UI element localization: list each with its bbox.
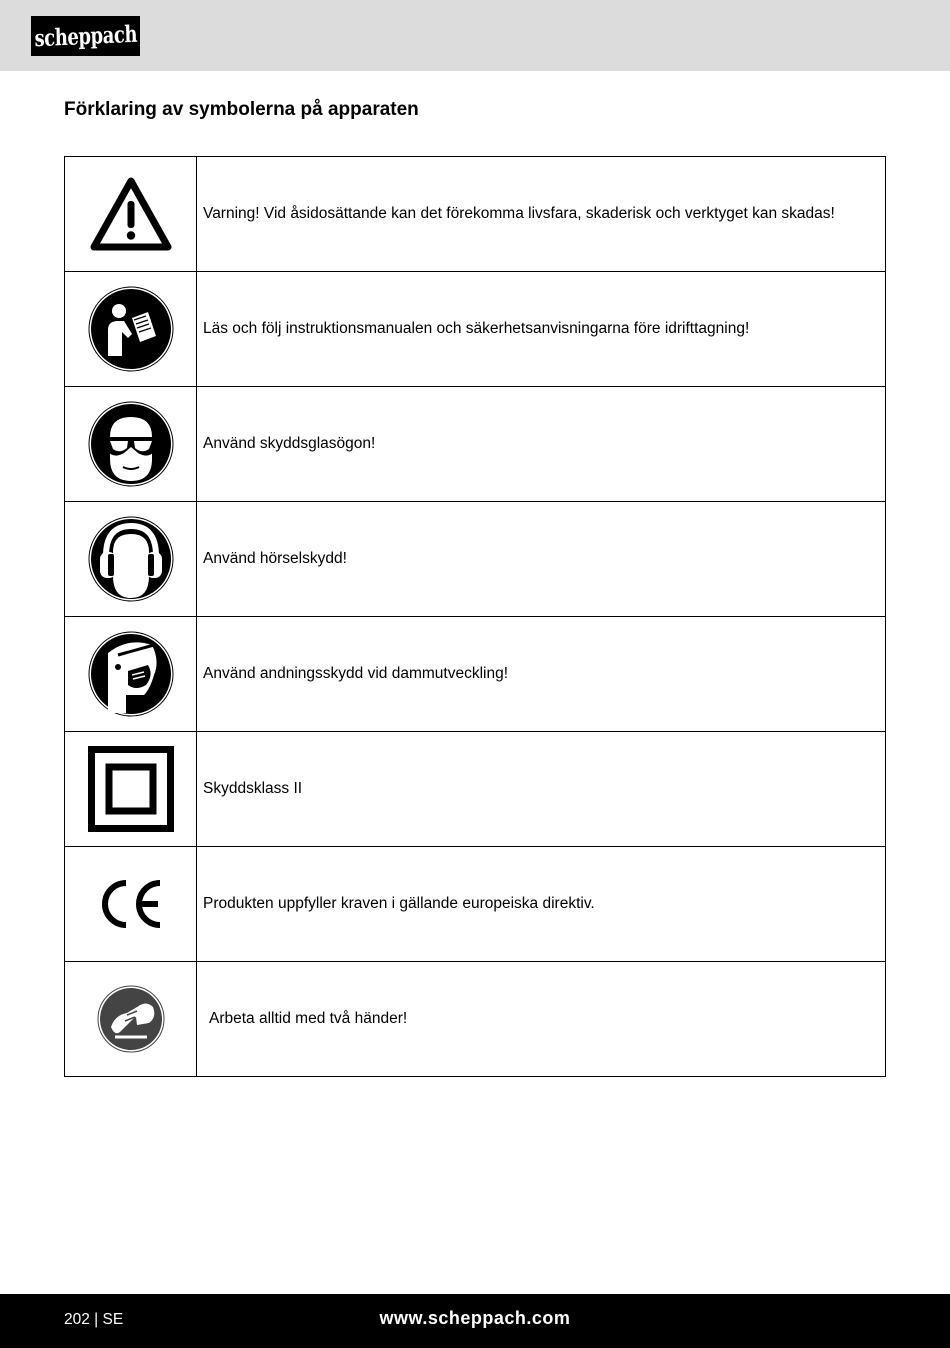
website-url: www.scheppach.com (379, 1308, 571, 1328)
page-header (0, 0, 950, 71)
symbol-cell (65, 617, 197, 732)
table-row (65, 847, 886, 962)
table-row (65, 387, 886, 502)
symbol-description: Använd skyddsglasögon! (197, 387, 886, 502)
safety-goggles-icon (88, 401, 174, 487)
two-hands-icon (97, 985, 165, 1053)
warning-triangle-icon (90, 177, 172, 251)
symbols-table (64, 156, 886, 1077)
symbol-description: Läs och följ instruktionsmanualen och säkerhetsanvisningarna före idrifttagning! (197, 272, 886, 387)
symbol-cell (65, 732, 197, 847)
symbol-description: Använd hörselskydd! (197, 502, 886, 617)
table-row (65, 502, 886, 617)
page-title: Förklaring av symbolerna på apparaten (64, 99, 419, 120)
table-row (65, 962, 886, 1077)
protection-class-ii-icon (88, 746, 174, 832)
symbol-cell (65, 962, 197, 1077)
page-number: 202 (64, 1311, 90, 1328)
symbol-description: Arbeta alltid med två händer! (197, 962, 886, 1077)
symbol-cell (65, 847, 197, 962)
ear-protection-icon (88, 516, 174, 602)
symbol-description: Skyddsklass II (197, 732, 886, 847)
table-row (65, 157, 886, 272)
symbol-description: Använd andningsskydd vid dammutveckling! (197, 617, 886, 732)
symbol-cell (65, 502, 197, 617)
symbol-cell (65, 272, 197, 387)
symbol-description: Produkten uppfyller kraven i gällande europeiska direktiv. (197, 847, 886, 962)
scheppach-logo: scheppach (31, 16, 140, 56)
page-footer (0, 1294, 950, 1348)
symbol-cell (65, 157, 197, 272)
symbol-description: Varning! Vid åsidosättande kan det förekomma livsfara, skaderisk och verktyget kan skadas! (197, 157, 886, 272)
language-code: SE (102, 1311, 124, 1328)
table-row (65, 617, 886, 732)
table-row (65, 732, 886, 847)
page-number-label: 202 | SE (64, 1311, 124, 1328)
table-row (65, 272, 886, 387)
symbol-cell (65, 387, 197, 502)
ce-mark-icon (96, 879, 166, 929)
respirator-mask-icon (88, 631, 174, 717)
read-manual-icon (88, 286, 174, 372)
